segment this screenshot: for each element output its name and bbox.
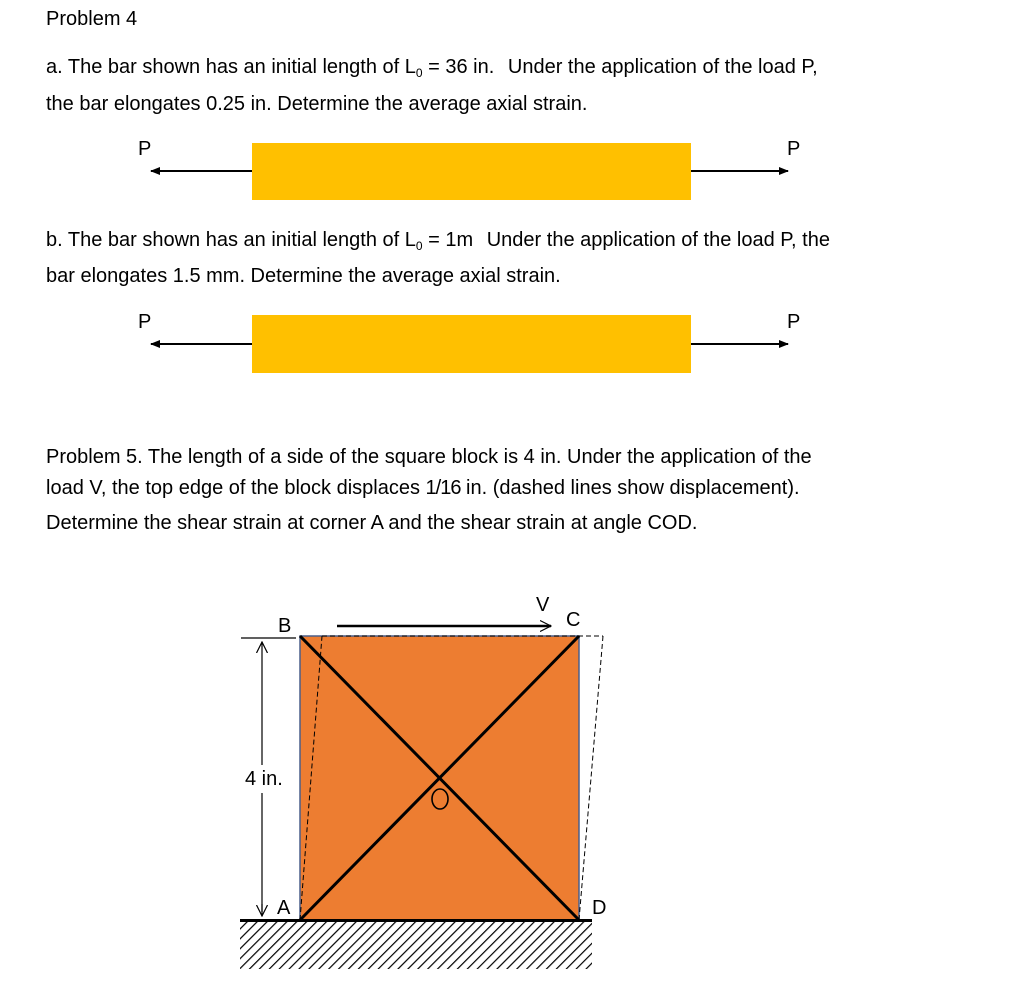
problem-4b-length-symbol: $L_0$ bbox=[404, 229, 423, 253]
displacement-fraction: 1/16 bbox=[425, 477, 461, 499]
problem-4a-length-symbol: $L_0$ bbox=[404, 56, 423, 80]
corner-label-c: C bbox=[566, 609, 581, 631]
corner-label-a: A bbox=[277, 897, 291, 919]
problem-4b-length-value: = 1m bbox=[428, 229, 474, 251]
load-label-left: P bbox=[138, 138, 152, 160]
load-label-right: P bbox=[787, 138, 801, 160]
load-label-left-b: P bbox=[138, 311, 152, 333]
problem-4-title: Problem 4 bbox=[46, 8, 138, 30]
dimension-label: 4 in. bbox=[245, 768, 283, 790]
problem-4b-text-after: Under the application of the load P, the bbox=[486, 229, 830, 251]
load-label-right-b: P bbox=[787, 311, 801, 333]
problem-5-line-3: Determine the shear strain at corner A and the shear strain at angle COD. bbox=[46, 512, 698, 534]
corner-label-d: D bbox=[592, 897, 607, 919]
problem-4b-text-before: b. The bar shown has an initial length of bbox=[46, 229, 400, 251]
shear-load-label: V bbox=[536, 594, 550, 616]
problem-4b-line-2: bar elongates 1.5 mm. Determine the average axial strain. bbox=[46, 265, 561, 287]
problem-5-text-before: load V, the top edge of the block displaces bbox=[46, 477, 420, 499]
problem-4a-length-value: = 36 in. bbox=[428, 56, 495, 78]
problem-4a-line-2: the bar elongates 0.25 in. Determine the average axial strain. bbox=[46, 93, 588, 115]
displaced-edge-right bbox=[579, 636, 603, 920]
problem-5-text-after: in. (dashed lines show displacement). bbox=[466, 477, 800, 499]
problem-4a-text-before: a. The bar shown has an initial length of bbox=[46, 56, 400, 78]
problem-4a-text-after: Under the application of the load P, bbox=[507, 56, 818, 78]
problem-5-line-1: Problem 5. The length of a side of the square block is 4 in. Under the application of the bbox=[46, 446, 812, 468]
corner-label-b: B bbox=[278, 615, 292, 637]
ground-hatching bbox=[240, 921, 592, 969]
